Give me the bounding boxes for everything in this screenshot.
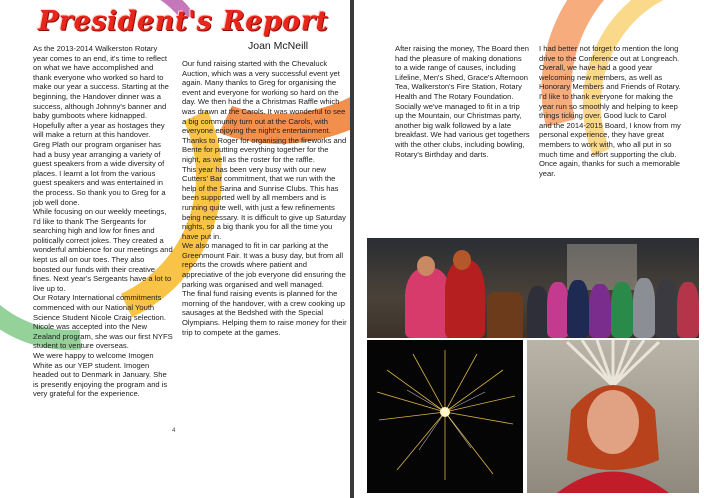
person [677,282,699,338]
paragraph: This year has been very busy with our new Cutters' Bar commitment, that we run with the help of the Sarina and Sunrise Clubs. This has been supported well by all members and is running quite well, with just a few refinements being necessary. It is difficult to give up Saturday nights, so a big thank you for all the time you have put in. [182,164,346,241]
person-head [453,250,471,270]
party-group-photo [367,238,699,338]
paragraph: As the 2013-2014 Walkerston Rotary year comes to an end, it's time to reflect on what we have accomplished and thank everyone who worked so hard to make our year a success. Starting at the beginning, the Handover dinner was a success, although Johnny's banner and baby gumboots where kidnapped. Hopefully after a year as hostages they will make a return at this handover. [33,44,169,140]
person [527,286,549,338]
text-column-3 [395,44,530,159]
person [611,282,633,338]
paragraph: We were happy to welcome Imogen White as our YEP student. Imogen headed out to Denmark in January. She is presently enjoying the program and is very grateful for the experience. [33,351,168,399]
text-column-2 [182,59,347,337]
person [633,278,655,338]
text-column-4 [539,44,681,178]
paragraph: While focusing on our weekly meetings, I'd like to thank The Sergeants for searching high and low for fines and politically correct jokes. They created a wonderful ambience for our meetings and kept us all on our toes. They also boosted our funds with their creative fines. Next year's Sergeants have a lot to live up to. [33,207,173,293]
paragraph: Greg Plath our program organiser has had a busy year arranging a variety of guest speakers from a wide diversity of places. I learnt a lot from the various guest speakers and was entertained in the process. So thank you to Greg for a job well done. [33,139,166,207]
person [589,284,611,338]
paragraph: After raising the money, The Board then had the pleasure of making donations to a wide range of causes, including Lifeline, Men's Shed, Grace's Afternoon Tea, Walkerston's Fire Station, Rotary Health and The Rotary Foundation. [395,44,529,101]
report-title: President's Report [38,6,329,37]
person [547,282,569,338]
paragraph: The final fund raising events is planned for the morning of the handover, with a crew cooking up sausages at the Bedshed with the Special Olympians. Helping them to raise money for their trip to compete at the games. [182,289,347,337]
paragraph: Overall, we have had a good year welcoming new members, as well as Honorary Members and Friends of Rotary. [539,63,681,92]
page-number: 4 [172,428,176,434]
paragraph: Socially we've managed to fit in a trip up the Mountain, our Christmas party, another big walk followed by a late breakfast. We had various get togethers with the other clubs, including bowling, Rotary's Birthday and darts. [395,101,530,159]
portrait-photo [527,340,699,493]
wine-barrel [487,292,523,338]
paragraph: Once again, thanks for such a memorable year. [539,159,680,178]
fireworks-photo [367,340,523,493]
text-column-1 [33,44,173,399]
headdress-portrait-icon [527,340,699,493]
person [567,280,589,338]
person-head [417,256,435,276]
paragraph: I had better not forget to mention the long drive to the Conference out at Longreach. [539,44,680,63]
person [655,280,679,338]
paragraph: We also managed to fit in car parking at the Greenmount Fair. It was a busy day, but from all reports the crowds where patient and appreciative of the job everyone did ensuring the parking was organised and well managed. [182,241,346,289]
paragraph: I'd like to thank everyone for making the year run so smoothly and helping to keep things ticking over. Good luck to Carol and the 2014-2015 Board, I know from my personal experience, they have great members to work with, who all put in so much time and effort supporting the club. [539,91,681,159]
paragraph: Our fund raising started with the Chevaluck Auction, which was a very successful event yet again. Many thanks to Greg for organising the event and everyone for working so hard on the day. We then had the a Christmas Raffle which was drawn at the Carols. It was wonderful to see a big community turn out at the Carols, with everyone enjoying the night's entertainment. Thanks to Roger for organising the fireworks and Bente for putting everything together for the night, as well as the roster for the raffle. [182,59,347,164]
fireworks-burst-icon [367,340,523,493]
author-name: Joan McNeill [248,40,309,52]
left-page [0,0,350,498]
paragraph: Our Rotary International commitments commenced with our National Youth Science Student Nicole Craig selection. Nicole was accepted into the New Zealand program, she was our first NYFS student to venture overseas. [33,293,173,351]
person-red-dress [445,260,485,338]
